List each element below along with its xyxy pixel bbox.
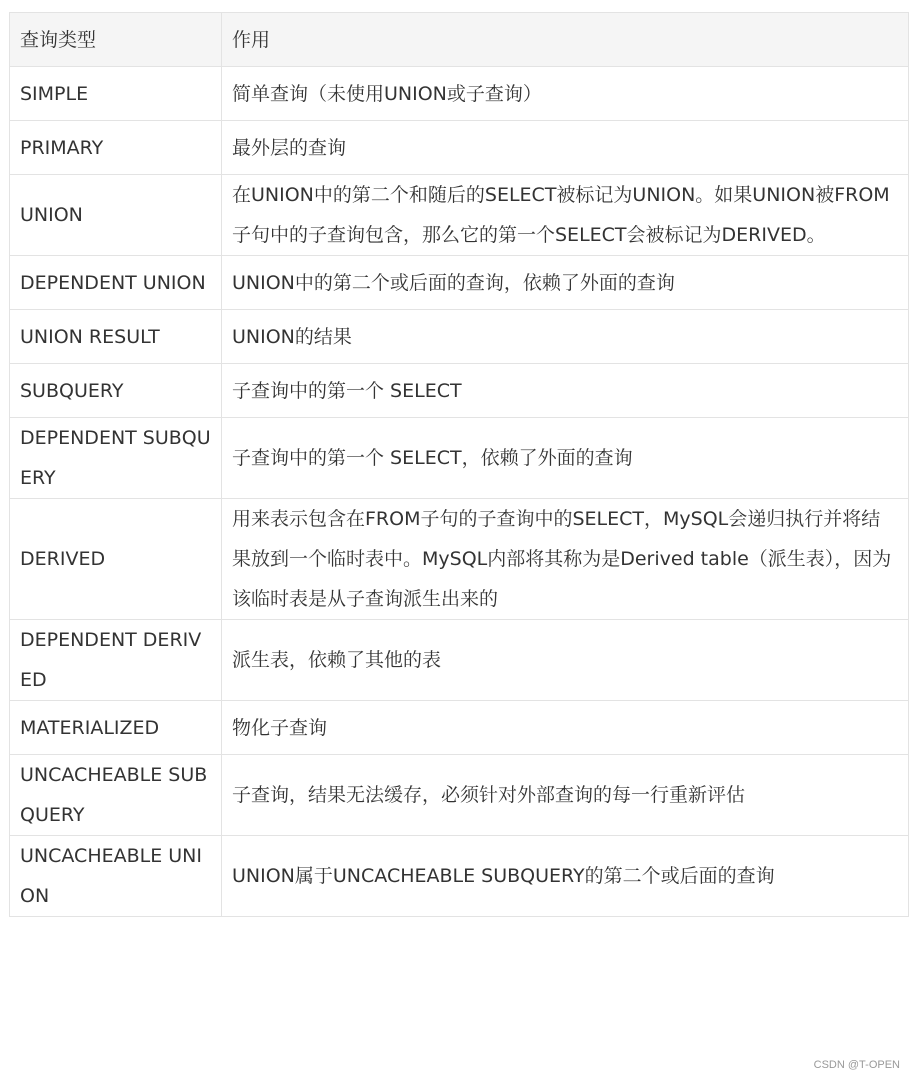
cell-purpose: 在UNION中的第二个和随后的SELECT被标记为UNION。如果UNION被FROM子句中的子查询包含，那么它的第一个SELECT会被标记为DERIVED。 (222, 175, 909, 256)
cell-purpose: 子查询，结果无法缓存，必须针对外部查询的每一行重新评估 (222, 755, 909, 836)
query-type-table (9, 12, 909, 917)
cell-purpose: 简单查询（未使用UNION或子查询） (222, 67, 909, 121)
table-row (10, 310, 909, 364)
cell-query-type: DERIVED (10, 499, 222, 620)
header-query-type: 查询类型 (10, 13, 222, 67)
table-row (10, 701, 909, 755)
cell-query-type: SUBQUERY (10, 364, 222, 418)
table-row (10, 175, 909, 256)
cell-purpose: 用来表示包含在FROM子句的子查询中的SELECT，MySQL会递归执行并将结果放到一个临时表中。MySQL内部将其称为是Derived table（派生表），因为该临时表是从子查询派生出来的 (222, 499, 909, 620)
cell-purpose: UNION属于UNCACHEABLE SUBQUERY的第二个或后面的查询 (222, 836, 909, 917)
cell-purpose: UNION的结果 (222, 310, 909, 364)
table-row (10, 364, 909, 418)
table-row (10, 836, 909, 917)
cell-purpose: 物化子查询 (222, 701, 909, 755)
cell-purpose: 最外层的查询 (222, 121, 909, 175)
cell-query-type: MATERIALIZED (10, 701, 222, 755)
cell-query-type: DEPENDENT UNION (10, 256, 222, 310)
table-row (10, 121, 909, 175)
table-row (10, 256, 909, 310)
table-row (10, 755, 909, 836)
cell-query-type: UNION (10, 175, 222, 256)
table-row (10, 67, 909, 121)
query-type-table-container (9, 12, 908, 917)
cell-query-type: SIMPLE (10, 67, 222, 121)
cell-purpose: 子查询中的第一个 SELECT (222, 364, 909, 418)
watermark: CSDN @T-OPEN (813, 1059, 900, 1071)
table-row (10, 418, 909, 499)
table-header-row (10, 13, 909, 67)
cell-purpose: UNION中的第二个或后面的查询，依赖了外面的查询 (222, 256, 909, 310)
header-purpose: 作用 (222, 13, 909, 67)
cell-query-type: DEPENDENT DERIVED (10, 620, 222, 701)
cell-query-type: UNION RESULT (10, 310, 222, 364)
cell-query-type: UNCACHEABLE UNION (10, 836, 222, 917)
cell-purpose: 子查询中的第一个 SELECT，依赖了外面的查询 (222, 418, 909, 499)
cell-query-type: UNCACHEABLE SUBQUERY (10, 755, 222, 836)
cell-purpose: 派生表，依赖了其他的表 (222, 620, 909, 701)
cell-query-type: DEPENDENT SUBQUERY (10, 418, 222, 499)
cell-query-type: PRIMARY (10, 121, 222, 175)
table-row (10, 620, 909, 701)
table-row (10, 499, 909, 620)
